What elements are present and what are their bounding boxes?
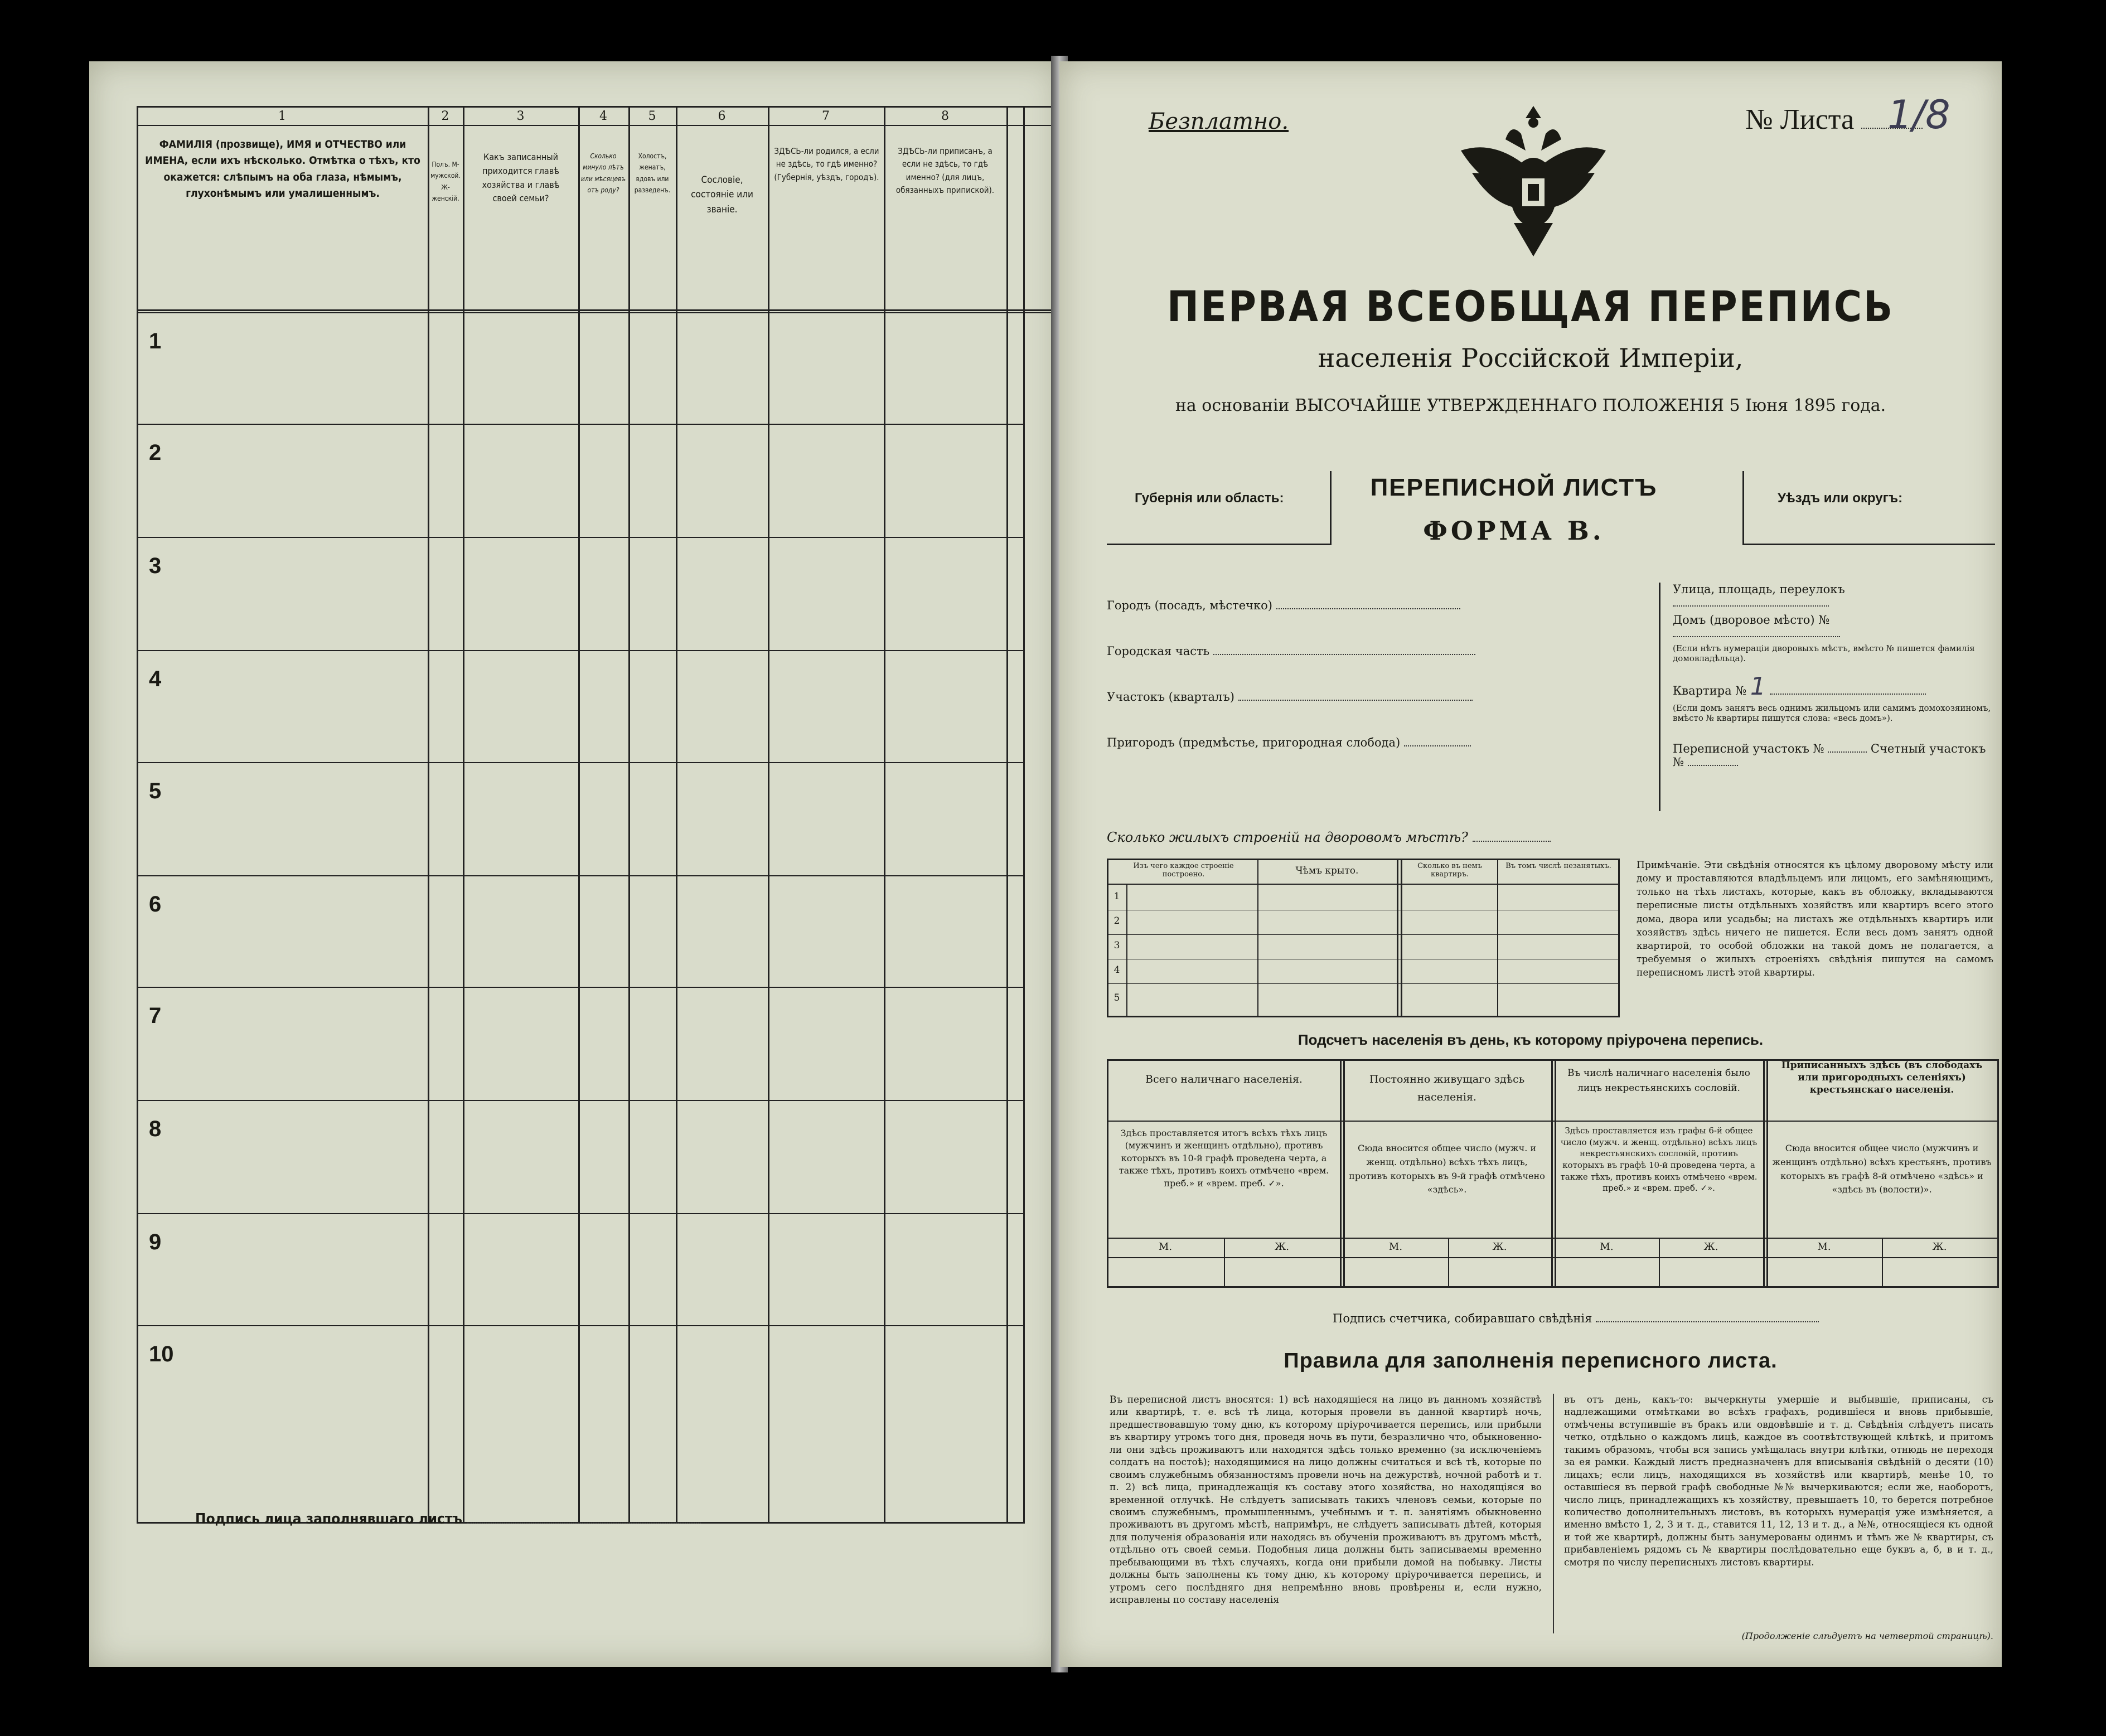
count-body-total: Здѣсь проставляется итогъ всѣхъ тѣхъ лицъ (мужчинъ и женщинъ отдѣльно), противъ которыхъ въ 10-й графѣ проведена черта, а также тѣхъ, противъ коихъ отмѣчено «врем. преб.» и «врем. преб. ✓». (1119, 1128, 1329, 1189)
bt-header-vacant: Въ томъ числѣ незанятыхъ. (1505, 862, 1611, 870)
district-label: Уѣздъ или округъ: (1778, 491, 1903, 506)
apartment-field[interactable]: Квартира № 1 (1673, 672, 1996, 701)
province-label: Губернія или область: (1135, 491, 1284, 506)
address-field[interactable]: Городская часть (1107, 628, 1664, 674)
count-head-permanent: Постоянно живущаго здѣсь населенія. (1369, 1073, 1525, 1104)
free-label: Безплатно. (1149, 109, 1289, 134)
header-estate: Сословіе, состояніе или званіе. (691, 174, 753, 215)
rules-continued: (Продолженіе слѣдуетъ на четвертой страницѣ). (1741, 1631, 1993, 1641)
house-note: (Если нѣтъ нумераціи дворовыхъ мѣстъ, вмѣсто № пишется фамилія домовладѣльца). (1673, 643, 1975, 663)
address-right (1673, 583, 1996, 769)
buildings-table (1107, 859, 1620, 1017)
rules-right-column: въ отъ день, какъ-то: вычеркнуты умершіе и выбывшіе, приписаны, съ надлежащими отмѣтками во всѣхъ графахъ, родившіеся и вновь прибывшіе, отмѣчены вступившіе въ бракъ или овдовѣвшіе и т. д. Свѣдѣнія слѣдуетъ писать четко, отдѣльно о каждомъ лицѣ, каждое въ соотвѣтствующей клѣткѣ, и притомъ такимъ образомъ, чтобы вся запись умѣщалась внутри клѣтки, отнюдь не переходя за ея рамки. Каждый листъ предназначенъ для вписыванія свѣдѣній о десяти (10) лицахъ; если лицъ, находящихся въ хозяйствѣ или квартирѣ, менѣе 10, то оставшіеся въ первой графѣ свободные №№ вычеркиваются; если же, наоборотъ, число лицъ, принадлежащихъ къ хозяйству, превышаетъ 10, то берется потребное количество дополнительныхъ листовъ, въ которыхъ нумерація уже измѣняется, а именно вмѣсто 1, 2, 3 и т. д., ставится 11, 12, 13 и т. д., а №№, относящіеся къ одной и той же квартирѣ, должны быть занумерованы одинмъ и тѣмъ же № квартиры, съ прибавленіемъ рядомъ съ № квартиры послѣдовательно еще буквъ а, б, в и т. д., смотря по числу переписныхъ листовъ квартиры. (1564, 1394, 1993, 1568)
col-number-6: 6 (718, 109, 726, 123)
sheet-number (1745, 92, 1950, 138)
bt-row-number: 4 (1113, 964, 1120, 976)
address-left (1107, 583, 1664, 765)
right-page (1059, 61, 2002, 1667)
col-number-8: 8 (941, 109, 949, 123)
count-head-total: Всего наличнаго населенія. (1145, 1073, 1303, 1085)
row-number: 8 (149, 1117, 162, 1141)
male-label: М. (1158, 1241, 1173, 1253)
page-subtitle: населенія Россійской Имперіи, (1318, 343, 1744, 373)
form-title: ПЕРЕПИСНОЙ ЛИСТЪ (1370, 474, 1658, 501)
header-age: Сколько минуло лѣтъ или мѣсяцевъ отъ роду? (580, 152, 626, 195)
enumerator-signature-label: Подпись счетчика, собиравшаго свѣдѣнія (1333, 1312, 1592, 1325)
sheet-number-label: № Листа (1745, 104, 1855, 135)
female-label: Ж. (1492, 1241, 1507, 1253)
address-field[interactable]: Городъ (посадъ, мѣстечко) (1107, 583, 1664, 628)
province-box[interactable] (1107, 471, 1332, 545)
census-grid (137, 106, 1079, 1522)
address-field[interactable]: Участокъ (кварталъ) (1107, 674, 1664, 720)
female-label: Ж. (1275, 1241, 1289, 1253)
count-body-permanent: Сюда вносится общее число (мужч. и женщ. отдѣльно) всѣхъ тѣхъ лицъ, противъ которыхъ въ 9-й графѣ отмѣчено «здѣсь». (1349, 1143, 1545, 1195)
form-subtitle: ФОРМА В. (1423, 516, 1605, 546)
apartment-value: 1 (1750, 672, 1766, 701)
section-fields[interactable]: Переписной участокъ № Счетный участокъ № (1673, 742, 1986, 769)
rules-left-column: Въ переписной листъ вносятся: 1) всѣ находящіеся на лицо въ данномъ хозяйствѣ или квартирѣ, т. е. всѣ тѣ лица, которыя провели въ данной квартирѣ ночь, предшествовавшую тому дню, къ которому пріурочивается перепись, или прибыли въ квартиру утромъ того дня, проведя ночь въ пути, безразлично что, обыкновенно-ли они здѣсь проживаютъ или находятся здѣсь только временно (за исключеніемъ солдатъ на постоѣ); находящимися на лицо должны считаться и всѣ тѣ, которые по своимъ служебнымъ обязанностямъ провели ночь на дежурствѣ, ночной работѣ и т. п. 2) всѣ лица, принадлежащія къ составу этого хозяйства, но находящіяся во временной отлучкѣ. Не слѣдуетъ записывать такихъ членовъ семьи, которые по своимъ служебнымъ, промышленнымъ, учебнымъ и т. п. занятіямъ обыкновенно проживаютъ въ другомъ мѣстѣ, напримѣръ, не слѣдуетъ записывать дѣтей, которыя для полученія образованія или находясь въ обученіи проживаютъ въ другомъ мѣстѣ, отдѣльно отъ своей семьи. Подобныя лица должны быть записываемы временно пребывающими въ тѣхъ случаяхъ, когда они прибыли домой на побывку. Листы должны быть заполнены къ тому дню, къ которому пріурочивается перепись, и утромъ сего послѣдняго дня непремѣнно вновь провѣрены и, если нужно, исправлены по составу населенія (1110, 1394, 1542, 1606)
header-name: ФАМИЛІЯ (прозвище), ИМЯ и ОТЧЕСТВО или ИМЕНА, если ихъ нѣсколько. Отмѣтка о тѣхъ, кто окажется: слѣпымъ на оба глаза, нѣмымъ, глухонѣмымъ или умалишеннымъ. (145, 138, 420, 200)
count-body-nonpeasant: Здѣсь проставляется изъ графы 6-й общее число (мужч. и женщ. отдѣльно) всѣхъ лицъ некрестьянскихъ сословій, противъ которыхъ въ графѣ 10-й проведена черта, а также тѣхъ, противъ коихъ отмѣчено «врем. преб.» и «врем. преб. ✓». (1560, 1126, 1758, 1194)
signature-label: Подпись лица заполнявшаго листъ (195, 1511, 462, 1528)
apartment-note: (Если домъ занятъ весь однимъ жильцомъ или самимъ домохозяиномъ, вмѣсто № квартиры пишутся слова: «весь домъ»). (1673, 703, 1991, 723)
row-number: 2 (149, 440, 162, 465)
bt-row-number: 1 (1113, 891, 1120, 902)
bt-row-number: 3 (1113, 940, 1120, 951)
count-title: Подсчетъ населенія въ день, къ которому пріурочена перепись. (1298, 1031, 1764, 1048)
sheet-number-handwritten: 1/8 (1887, 92, 1950, 138)
female-label: Ж. (1932, 1241, 1947, 1253)
male-label: М. (1817, 1241, 1831, 1253)
row-number: 4 (149, 667, 162, 691)
col-number-3: 3 (516, 109, 525, 123)
bt-header-apartments: Сколько въ немъ квартиръ. (1417, 862, 1482, 879)
bt-row-number: 5 (1113, 992, 1120, 1003)
enumerator-signature[interactable] (1333, 1312, 1819, 1325)
page-title: ПЕРВАЯ ВСЕОБЩАЯ ПЕРЕПИСЬ (1166, 282, 1895, 331)
address-divider (1659, 583, 1660, 811)
bt-row-number: 2 (1113, 915, 1120, 927)
count-body-peasant: Сюда вносится общее число (мужчинъ и женщинъ отдѣльно) всѣхъ крестьянъ, противъ которыхъ въ графѣ 8-й отмѣчено «здѣсь» и «здѣсь въ (волости)». (1772, 1143, 1992, 1195)
rules-divider (1553, 1394, 1554, 1633)
left-page (89, 61, 1059, 1667)
header-sex: Полъ. М-мужской. Ж-женскій. (430, 161, 461, 203)
row-number: 1 (149, 329, 162, 353)
header-birthplace: ЗДѢСЬ-ли родился, а если не здѣсь, то гдѣ именно? (Губернія, уѣздъ, городъ). (774, 146, 879, 182)
buildings-question: Сколько жилыхъ строеній на дворовомъ мѣстѣ? (1107, 830, 1551, 845)
col-number-1: 1 (278, 109, 286, 123)
street-field[interactable]: Улица, площадь, переулокъ (1673, 583, 1996, 613)
col-number-4: 4 (599, 109, 607, 123)
count-head-peasant: Приписанныхъ здѣсь (въ слободахъ или пригородныхъ селеніяхъ) крестьянскаго населенія. (1781, 1060, 1983, 1096)
buildings-note: Примѣчаніе. Эти свѣдѣнія относятся къ цѣлому дворовому мѣсту или дому и проставляются владѣльцемъ или лицомъ, его замѣняющимъ, только на тѣхъ листахъ, которые, какъ въ обложку, вкладываются переписные листы отдѣльныхъ хозяйствъ или квартиръ всего этого дома, двора или усадьбы; на листахъ же отдѣльныхъ квартиръ или хозяйствъ здѣсь ничего не пишется. Если весь домъ занятъ одной квартирой, то особой обложки на такой домъ не полагается, а требуемыя о жилыхъ строеніяхъ свѣдѣнія пишутся на самомъ переписномъ листѣ этой квартиры. (1637, 860, 1993, 978)
col-number-5: 5 (648, 109, 656, 123)
row-number: 9 (149, 1230, 162, 1254)
header-marital: Холостъ, женатъ, вдовъ или разведенъ. (634, 152, 671, 195)
count-head-nonpeasant: Въ числѣ наличнаго населенія было лицъ некрестьянскихъ сословій. (1567, 1068, 1750, 1094)
row-number: 5 (149, 779, 162, 803)
col-number-2: 2 (441, 109, 449, 123)
row-number: 10 (149, 1342, 174, 1366)
rules-title: Правила для заполненія переписного листа. (1284, 1349, 1778, 1373)
bt-header-roof: Чѣмъ крыто. (1295, 865, 1359, 876)
population-count-table (1107, 1059, 1999, 1288)
district-box[interactable] (1742, 471, 1995, 545)
row-number: 7 (149, 1003, 162, 1028)
row-number: 6 (149, 892, 162, 917)
signature-line (195, 1511, 701, 1528)
address-field[interactable]: Пригородъ (предмѣстье, пригородная слобода) (1107, 720, 1664, 765)
header-relation: Какъ записанный приходится главѣ хозяйства и главѣ своей семьи? (482, 152, 560, 204)
imperial-eagle-icon (1450, 100, 1617, 262)
male-label: М. (1600, 1241, 1614, 1253)
basis-text: на основаніи ВЫСОЧАЙШЕ УТВЕРЖДЕННАГО ПОЛОЖЕНІЯ 5 Іюня 1895 года. (1175, 396, 1886, 415)
header-registration: ЗДѢСЬ-ли приписанъ, а если не здѣсь, то гдѣ именно? (для лицъ, обязанныхъ припиской). (895, 146, 995, 195)
col-number-7: 7 (822, 109, 830, 123)
row-number: 3 (149, 554, 162, 578)
bt-header-material: Изъ чего каждое строеніе построено. (1133, 862, 1234, 879)
house-field[interactable]: Домъ (дворовое мѣсто) № (1673, 613, 1996, 640)
male-label: М. (1388, 1241, 1403, 1253)
female-label: Ж. (1703, 1241, 1718, 1253)
